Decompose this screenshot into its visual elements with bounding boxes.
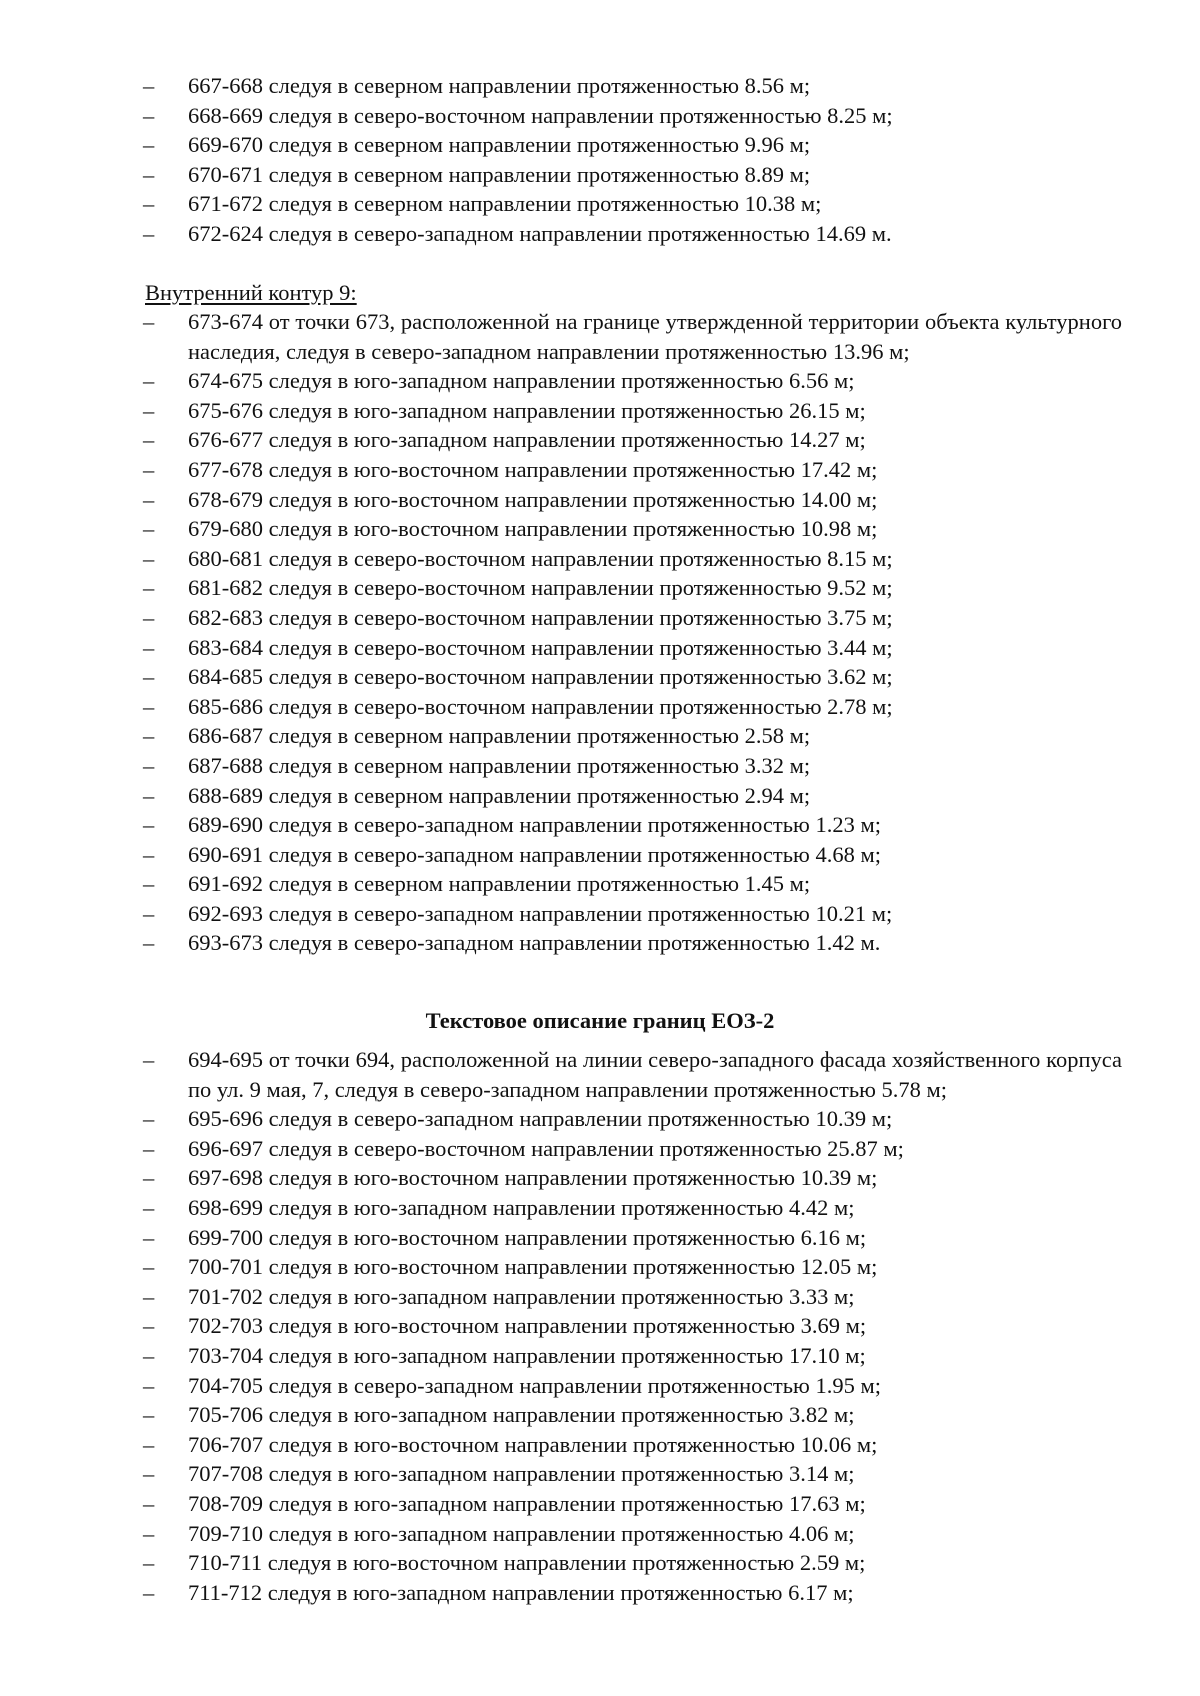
list-dash: –: [143, 1165, 155, 1191]
list-item-text: 695-696 следуя в северо-западном направлении протяженностью 10.39 м;: [188, 1106, 893, 1132]
list-dash: –: [143, 427, 155, 453]
list-item-text: 685-686 следуя в северо-восточном направлении протяженностью 2.78 м;: [188, 693, 893, 719]
list-item-text: 693-673 следуя в северо-западном направлении протяженностью 1.42 м.: [188, 930, 881, 956]
list-item: [0, 869, 1200, 899]
list-dash: –: [143, 1194, 155, 1220]
list-item-text: 702-703 следуя в юго-восточном направлении протяженностью 3.69 м;: [188, 1313, 867, 1339]
list-dash: –: [143, 1106, 155, 1132]
list-dash: –: [143, 664, 155, 690]
list-dash: –: [143, 1431, 155, 1457]
list-item: [0, 810, 1200, 840]
list-item-text: 684-685 следуя в северо-восточном направлении протяженностью 3.62 м;: [188, 664, 893, 690]
list-item-text: 700-701 следуя в юго-восточном направлении протяженностью 12.05 м;: [188, 1254, 878, 1280]
list-item-text: 680-681 следуя в северо-восточном направлении протяженностью 8.15 м;: [188, 545, 893, 571]
boundary-list-eoz-2: [0, 1045, 1200, 1607]
list-item: [0, 1341, 1200, 1371]
list-item-text: 668-669 следуя в северо-восточном направлении протяженностью 8.25 м;: [188, 102, 893, 128]
list-dash: –: [143, 634, 155, 660]
list-dash: –: [143, 1550, 155, 1576]
list-item-text: 703-704 следуя в юго-западном направлении протяженностью 17.10 м;: [188, 1342, 866, 1368]
list-item: [0, 781, 1200, 811]
list-item: [0, 692, 1200, 722]
list-item-text: 697-698 следуя в юго-восточном направлении протяженностью 10.39 м;: [188, 1165, 878, 1191]
list-dash: –: [143, 871, 155, 897]
list-item: [0, 130, 1200, 160]
list-item: [0, 189, 1200, 219]
list-item-text: 681-682 следуя в северо-восточном направлении протяженностью 9.52 м;: [188, 575, 893, 601]
list-dash: –: [143, 397, 155, 423]
boundary-list-top: [0, 71, 1200, 249]
list-item: [0, 840, 1200, 870]
list-item-text: 675-676 следуя в юго-западном направлении протяженностью 26.15 м;: [188, 397, 866, 423]
list-item-text: 699-700 следуя в юго-восточном направлении протяженностью 6.16 м;: [188, 1224, 867, 1250]
list-item-text: 689-690 следуя в северо-западном направлении протяженностью 1.23 м;: [188, 812, 881, 838]
list-item: [0, 751, 1200, 781]
list-item-text: 709-710 следуя в юго-западном направлении протяженностью 4.06 м;: [188, 1520, 855, 1546]
list-dash: –: [143, 1313, 155, 1339]
list-dash: –: [143, 516, 155, 542]
list-item: [0, 455, 1200, 485]
list-item-text: 687-688 следуя в северном направлении протяженностью 3.32 м;: [188, 752, 811, 778]
list-item: [0, 1430, 1200, 1460]
list-item: [0, 1193, 1200, 1223]
list-item-text: 676-677 следуя в юго-западном направлении протяженностью 14.27 м;: [188, 427, 866, 453]
list-item: [0, 1045, 1200, 1104]
list-item-text: 677-678 следуя в юго-восточном направлении протяженностью 17.42 м;: [188, 456, 878, 482]
list-item: [0, 603, 1200, 633]
list-dash: –: [143, 841, 155, 867]
list-item: [0, 1519, 1200, 1549]
list-dash: –: [143, 486, 155, 512]
list-item: [0, 514, 1200, 544]
list-item-text: 667-668 следуя в северном направлении протяженностью 8.56 м;: [188, 73, 811, 98]
list-item-text: 678-679 следуя в юго-восточном направлении протяженностью 14.00 м;: [188, 486, 878, 512]
list-item-text: 674-675 следуя в юго-западном направлении протяженностью 6.56 м;: [188, 368, 855, 394]
list-dash: –: [143, 220, 155, 246]
boundary-list-contour-9: [0, 307, 1200, 958]
list-item: [0, 71, 1200, 101]
list-dash: –: [143, 1402, 155, 1428]
list-dash: –: [143, 545, 155, 571]
list-item: [0, 1489, 1200, 1519]
list-item-text: 710-711 следуя в юго-восточном направлении протяженностью 2.59 м;: [188, 1550, 866, 1576]
list-item-text: 691-692 следуя в северном направлении протяженностью 1.45 м;: [188, 871, 811, 897]
list-dash: –: [143, 161, 155, 187]
list-item-text: 679-680 следуя в юго-восточном направлении протяженностью 10.98 м;: [188, 516, 878, 542]
list-item: [0, 425, 1200, 455]
list-dash: –: [143, 575, 155, 601]
list-item-text: 686-687 следуя в северном направлении протяженностью 2.58 м;: [188, 723, 811, 749]
list-dash: –: [143, 782, 155, 808]
list-dash: –: [143, 1342, 155, 1368]
list-item-text: 671-672 следуя в северном направлении протяженностью 10.38 м;: [188, 191, 822, 217]
list-item-text: 707-708 следуя в юго-западном направлении протяженностью 3.14 м;: [188, 1461, 855, 1487]
list-item: [0, 662, 1200, 692]
list-dash: –: [143, 132, 155, 158]
list-item-text: 706-707 следуя в юго-восточном направлении протяженностью 10.06 м;: [188, 1431, 878, 1457]
list-item: [0, 219, 1200, 249]
list-dash: –: [143, 1224, 155, 1250]
contour-heading: Внутренний контур 9:: [145, 280, 357, 305]
list-item: [0, 101, 1200, 131]
list-item: [0, 544, 1200, 574]
list-item: [0, 721, 1200, 751]
list-item-text: 708-709 следуя в юго-западном направлении протяженностью 17.63 м;: [188, 1490, 866, 1516]
list-item: [0, 160, 1200, 190]
list-item: [0, 573, 1200, 603]
list-item: [0, 307, 1200, 366]
list-item-text: 694-695 от точки 694, расположенной на линии северо-западного фасада хозяйственного корпуса по ул. 9 мая, 7, следуя в северо-западном направлении протяженностью 5.78 м;: [188, 1047, 1122, 1102]
list-dash: –: [143, 1283, 155, 1309]
list-dash: –: [143, 693, 155, 719]
list-item-text: 692-693 следуя в северо-западном направлении протяженностью 10.21 м;: [188, 900, 893, 926]
list-dash: –: [143, 1254, 155, 1280]
list-item: [0, 1282, 1200, 1312]
list-item: [0, 1252, 1200, 1282]
list-item: [0, 928, 1200, 958]
list-item-text: 705-706 следуя в юго-западном направлении протяженностью 3.82 м;: [188, 1402, 855, 1428]
list-item: [0, 633, 1200, 663]
section-title: Текстовое описание границ ЕОЗ-2: [425, 1008, 775, 1033]
list-item: [0, 1163, 1200, 1193]
list-item: [0, 899, 1200, 929]
list-item-text: 698-699 следуя в юго-западном направлении протяженностью 4.42 м;: [188, 1194, 855, 1220]
list-item-text: 696-697 следуя в северо-восточном направлении протяженностью 25.87 м;: [188, 1135, 904, 1161]
list-item: [0, 1134, 1200, 1164]
list-dash: –: [143, 191, 155, 217]
list-item: [0, 1311, 1200, 1341]
list-item: [0, 1104, 1200, 1134]
list-dash: –: [143, 456, 155, 482]
list-item: [0, 366, 1200, 396]
list-item: [0, 1400, 1200, 1430]
list-dash: –: [143, 1047, 155, 1072]
list-item-text: 673-674 от точки 673, расположенной на границе утвержденной территории объекта культурного наследия, следуя в северо-западном направлении протяженностью 13.96 м;: [188, 309, 1122, 364]
list-item-text: 669-670 следуя в северном направлении протяженностью 9.96 м;: [188, 132, 811, 158]
list-item-text: 704-705 следуя в северо-западном направлении протяженностью 1.95 м;: [188, 1372, 881, 1398]
list-dash: –: [143, 1520, 155, 1546]
list-item: [0, 1578, 1200, 1608]
list-dash: –: [143, 1135, 155, 1161]
list-dash: –: [143, 752, 155, 778]
list-dash: –: [143, 1490, 155, 1516]
list-item-text: 690-691 следуя в северо-западном направлении протяженностью 4.68 м;: [188, 841, 881, 867]
list-dash: –: [143, 900, 155, 926]
list-item: [0, 396, 1200, 426]
list-dash: –: [143, 309, 155, 334]
list-item: [0, 1548, 1200, 1578]
list-dash: –: [143, 930, 155, 956]
list-dash: –: [143, 812, 155, 838]
list-item-text: 672-624 следуя в северо-западном направлении протяженностью 14.69 м.: [188, 220, 892, 246]
list-item: [0, 1459, 1200, 1489]
list-item: [0, 485, 1200, 515]
list-item: [0, 1223, 1200, 1253]
list-item-text: 683-684 следуя в северо-восточном направлении протяженностью 3.44 м;: [188, 634, 893, 660]
list-item-text: 701-702 следуя в юго-западном направлении протяженностью 3.33 м;: [188, 1283, 855, 1309]
list-item: [0, 1371, 1200, 1401]
list-item-text: 682-683 следуя в северо-восточном направлении протяженностью 3.75 м;: [188, 604, 893, 630]
list-dash: –: [143, 1372, 155, 1398]
list-dash: –: [143, 723, 155, 749]
list-item-text: 670-671 следуя в северном направлении протяженностью 8.89 м;: [188, 161, 811, 187]
list-dash: –: [143, 1579, 155, 1605]
list-dash: –: [143, 368, 155, 394]
list-dash: –: [143, 102, 155, 128]
list-dash: –: [143, 604, 155, 630]
list-item-text: 688-689 следуя в северном направлении протяженностью 2.94 м;: [188, 782, 811, 808]
list-dash: –: [143, 73, 155, 98]
list-dash: –: [143, 1461, 155, 1487]
list-item-text: 711-712 следуя в юго-западном направлении протяженностью 6.17 м;: [188, 1579, 854, 1605]
